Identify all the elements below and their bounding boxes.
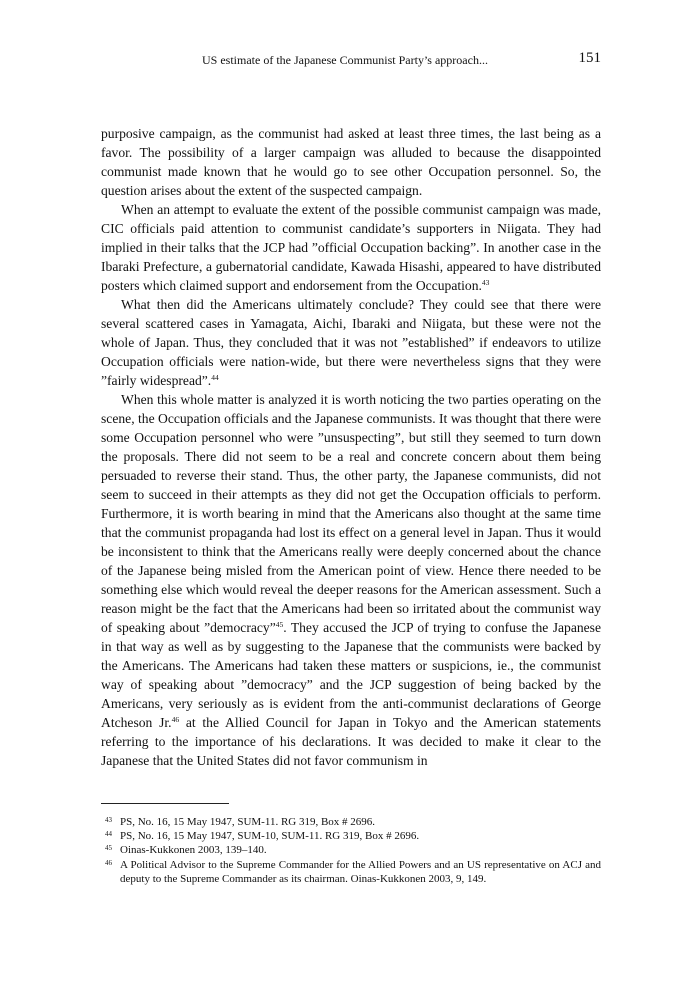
paragraph [101, 295, 601, 390]
footnote-ref[interactable]: 43 [481, 278, 490, 287]
footnote [101, 858, 601, 886]
page-number: 151 [578, 50, 601, 66]
paragraph [101, 124, 601, 200]
footnote-ref[interactable]: 46 [171, 715, 180, 724]
footnote-number: 44 [105, 830, 112, 839]
footnote-number: 43 [105, 816, 112, 824]
footnote-text: PS, No. 16, 15 May 1947, SUM-11. RG 319, Box # 2696. [120, 816, 376, 828]
footnotes [101, 815, 601, 886]
footnote [101, 815, 601, 829]
paragraph [101, 200, 601, 295]
footnote [101, 843, 601, 857]
running-header [101, 50, 601, 74]
footnote-number: 45 [105, 844, 112, 853]
footnote-text: Oinas-Kukkonen 2003, 139–140. [120, 844, 267, 857]
text-run: What then did the Americans ultimately conclude? They could see that there were several scattered cases in Yamagata, Aichi, Ibaraki and Niigata, but these were not the whole of Japan. Thus, they concluded that it was not ”established” if endeavors to utilize Occupation officials were nation-wide, but there were nevertheless signs that they were ”fairly widespread”. [101, 297, 601, 388]
footnote-number: 46 [105, 858, 112, 867]
text-run: When this whole matter is analyzed it is worth noticing the two parties operating on the scene, the Occupation officials and the Japanese communists. It was thought that there were some Occupation personnel who were ”unsuspecting”, but still they seemed to turn down the proposals. There did not seem to be a real and concrete concern about them being persuaded to reverse their stand. Thus, the other party, the Japanese communists, did not seem to succeed in their attempts as they did not get the Occupation officials to perform. Furthermore, it is worth bearing in mind that the Americans also thought at the same time that the communist propaganda had lost its effect on a general level in Japan. Thus it would be inconsistent to think that the Americans really were deeply concerned about the chance of the Japanese being misled from the American point of view. Hence there needed to be something else which would reveal the deeper reasons for the American assessment. Such a reason might be the fact that the Americans had been so irritated about the communist way of speaking about ”democracy” [101, 392, 601, 635]
paragraph [101, 390, 601, 770]
body-text [101, 124, 601, 770]
footnote-text: A Political Advisor to the Supreme Commander for the Allied Powers and an US representative on ACJ and deputy to the Supreme Commander as its chairman. Oinas-Kukkonen 2003, 9, 149. [120, 858, 601, 885]
text-run: at the Allied Council for Japan in Tokyo and the American statements referring to the importance of his declarations. It was decided to make it clear to the Japanese that the United States did not favor communism in [101, 715, 601, 768]
text-run: . They accused the JCP of trying to confuse the Japanese in that way as well as by suggesting to the Japanese that the communists were backed by the Americans. The Americans had taken these matters or suspicions, ie., the communist way of speaking about ”democracy” and the JCP suggestion of being backed by the Americans, very seriously as is evident from the anti-communist declarations of George Atcheson Jr. [101, 620, 602, 730]
text-run: purposive campaign, as the communist had asked at least three times, the last being as a favor. The possibility of a larger campaign was alluded to because the disappointed communist made known that he would go to see other Occupation personnel. So, the question arises about the extent of the suspected campaign. [101, 126, 601, 198]
footnote-ref[interactable]: 45 [275, 620, 284, 629]
footnote-ref[interactable]: 44 [211, 373, 219, 382]
text-run: When an attempt to evaluate the extent of the possible communist campaign was made, CIC officials paid attention to communist candidate’s supporters in Niigata. They had implied in their talks that the JCP had ”official Occupation backing”. In another case in the Ibaraki Prefecture, a gubernatorial candidate, Kawada Hisashi, appeared to have distributed posters which claimed support and endorsement from the Occupation. [101, 202, 601, 293]
footnote [101, 829, 601, 843]
footnote-separator [101, 803, 229, 804]
running-title: US estimate of the Japanese Communist Party’s approach... [202, 53, 488, 67]
footnote-text: PS, No. 16, 15 May 1947, SUM-10, SUM-11. RG 319, Box # 2696. [120, 830, 420, 843]
